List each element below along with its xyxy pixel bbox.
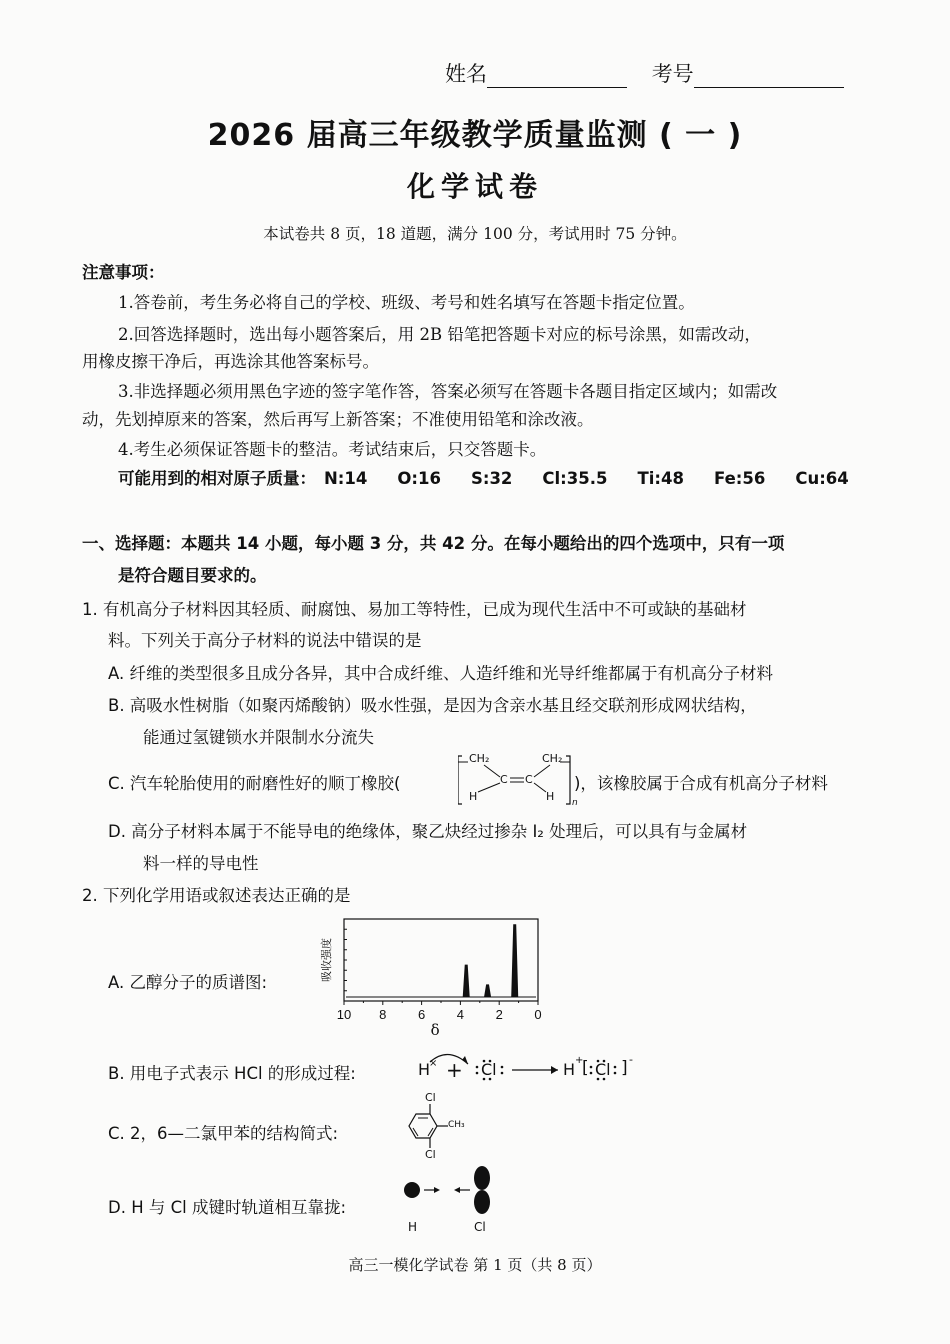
formula-n: n	[572, 798, 578, 808]
q2-option-d[interactable]: D. H 与 Cl 成键时轨道相互靠拢:	[108, 1198, 347, 1217]
spectrum-peak-1	[485, 985, 491, 997]
mass-n: N:14	[324, 469, 368, 488]
hcl-cl: Cl	[481, 1060, 497, 1079]
exam-info: 本试卷共 8 页，18 道题，满分 100 分，考试用时 75 分钟。	[263, 225, 687, 243]
page-footer: 高三一模化学试卷 第 1 页（共 8 页）	[348, 1256, 602, 1274]
note-2b: 用橡皮擦干净后，再选涂其他答案标号。	[82, 352, 379, 371]
struct-ch3: CH₃	[448, 1120, 465, 1130]
mass-fe: Fe:56	[713, 469, 766, 488]
note-3a: 3.非选择题必须用黑色字迹的签字笔作答，答案必须写在答题卡各题目指定区域内；如需改	[118, 382, 778, 401]
q1-option-b-2: 能通过氢键锁水并限制水分流失	[143, 728, 374, 747]
orbital-shapes	[400, 1166, 510, 1222]
q1-option-c-pre[interactable]: C. 汽车轮胎使用的耐磨性好的顺丁橡胶(	[108, 774, 401, 793]
mass-s: S:32	[470, 469, 513, 488]
struct-cl-bottom: Cl	[425, 1148, 436, 1161]
formula-h-right: H	[546, 790, 555, 803]
candidate-info-header	[445, 58, 844, 88]
q1-option-a[interactable]: A. 纤维的类型很多且成分各异，其中合成纤维、人造纤维和光导纤维都属于有机高分子材料	[108, 664, 773, 683]
hcl-electron-formula	[418, 1050, 648, 1086]
dichlorotoluene-structure	[390, 1090, 480, 1162]
section1-line1: 一、选择题：本题共 14 小题，每小题 3 分，共 42 分。在每小题给出的四个选项中，只有一项	[82, 534, 785, 553]
x-tick-label: 2	[495, 1007, 503, 1022]
p-orbital-top	[474, 1166, 490, 1190]
hcl-x: ×	[429, 1058, 438, 1069]
hcl-plus: +	[446, 1058, 463, 1082]
y-axis-label: 吸收强度	[320, 938, 333, 982]
x-tick-label: 10	[336, 1007, 352, 1022]
q1-stem-1: 1. 有机高分子材料因其轻质、耐腐蚀、易加工等特性，已成为现代生活中不可或缺的基础材	[82, 600, 747, 619]
hcl-bracket-left: [	[582, 1058, 589, 1078]
struct-cl-top: Cl	[425, 1091, 436, 1104]
p-orbital-bottom	[474, 1190, 490, 1214]
orbital-label-cl: Cl	[474, 1220, 486, 1234]
q1-option-b-1[interactable]: B. 高吸水性树脂（如聚丙烯酸钠）吸水性强，是因为含亲水基且经交联剂形成网状结构，	[108, 696, 757, 715]
hcl-plus-charge: +	[575, 1055, 584, 1066]
mass-o: O:16	[397, 469, 441, 488]
mass-spectrum-chart	[316, 915, 556, 1040]
spectrum-peak-2	[512, 925, 518, 997]
exam-no-field[interactable]	[694, 67, 844, 88]
notes-heading: 注意事项：	[82, 263, 165, 282]
x-tick-label: 0	[534, 1007, 542, 1022]
q1-option-d-2: 料一样的导电性	[143, 854, 259, 873]
note-2a: 2.回答选择题时，选出每小题答案后，用 2B 铅笔把答题卡对应的标号涂黑，如需改动，	[118, 325, 761, 344]
orbital-diagram	[400, 1166, 510, 1236]
exam-no-label: 考号	[651, 62, 694, 86]
q2-stem: 2. 下列化学用语或叙述表达正确的是	[82, 886, 351, 905]
formula-c1: C	[500, 773, 508, 786]
formula-h-left: H	[469, 790, 478, 803]
page-subtitle: 化学试卷	[406, 170, 543, 203]
spectrum-peak-0	[463, 965, 469, 997]
spectrum-svg	[316, 915, 556, 1040]
note-3b: 动，先划掉原来的答案，然后再写上新答案；不准使用铅笔和涂改液。	[82, 410, 594, 429]
atomic-mass-label: 可能用到的相对原子质量：	[118, 469, 316, 488]
chart-frame	[344, 919, 538, 1001]
q1-option-d-1[interactable]: D. 高分子材料本属于不能导电的绝缘体，聚乙炔经过掺杂 I₂ 处理后，可以具有与金属材	[108, 822, 748, 841]
note-4: 4.考生必须保证答题卡的整洁。考试结束后，只交答题卡。	[118, 440, 547, 459]
mass-cu: Cu:64	[795, 469, 849, 488]
hcl-minus-charge: -	[629, 1053, 633, 1066]
formula-ch2-right: CH₂	[542, 752, 563, 765]
section1-line2: 是符合题目要求的。	[118, 566, 267, 585]
orbital-label-h: H	[408, 1220, 418, 1234]
page-title: 2026 届高三年级教学质量监测 ( 一 )	[207, 118, 743, 153]
q2-option-a[interactable]: A. 乙醇分子的质谱图:	[108, 973, 268, 992]
hcl-cl-ion: Cl	[595, 1060, 611, 1079]
hcl-hplus: H	[563, 1060, 576, 1079]
x-tick-label: 8	[379, 1007, 387, 1022]
name-label: 姓名	[445, 62, 487, 86]
q1-option-c-post: )，该橡胶属于合成有机高分子材料	[574, 774, 828, 793]
formula-c2: C	[525, 773, 533, 786]
q1-stem-2: 料。下列关于高分子材料的说法中错误的是	[108, 631, 422, 650]
s-orbital-h	[404, 1182, 420, 1198]
x-tick-label: 6	[417, 1007, 426, 1022]
note-1: 1.答卷前，考生务必将自己的学校、班级、考号和姓名填写在答题卡指定位置。	[118, 293, 695, 312]
formula-ch2-left: CH₂	[469, 752, 490, 765]
hcl-bracket-right: ]	[621, 1058, 628, 1078]
atomic-mass-line	[118, 469, 879, 489]
x-tick-label: 4	[456, 1007, 465, 1022]
q2-option-b[interactable]: B. 用电子式表示 HCl 的形成过程:	[108, 1064, 356, 1083]
polybutadiene-formula	[458, 750, 578, 810]
name-field[interactable]	[487, 67, 627, 88]
q2-option-c[interactable]: C. 2，6—二氯甲苯的结构简式:	[108, 1124, 339, 1143]
x-axis-label: δ	[430, 1021, 440, 1039]
mass-ti: Ti:48	[637, 469, 684, 488]
hcl-h: H	[418, 1060, 431, 1079]
mass-cl: Cl:35.5	[542, 469, 608, 488]
